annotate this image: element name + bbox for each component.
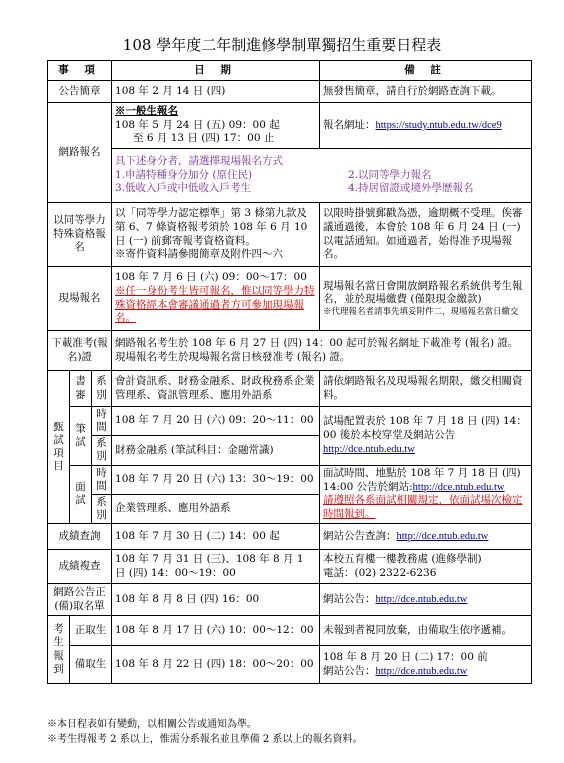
item-label: 成績複查 xyxy=(48,550,112,584)
written-dept: 財務金融系 (筆試科目：金融常識) xyxy=(112,436,320,465)
note-cell: 未報到者視同放棄，由備取生依序遞補。 xyxy=(320,616,532,646)
site-link[interactable]: http://dce.ntub.edu.tw xyxy=(375,665,468,677)
date-warning: ※任一身份考生皆可報名，惟以同等學力特殊資格經本會審議通過者方可參加現場報名。 xyxy=(115,284,315,325)
phone-text: 電話：(02) 2322-6236 xyxy=(323,566,437,579)
footnotes xyxy=(47,718,537,747)
date-cell xyxy=(112,103,320,149)
note-text: 網站公告查詢： xyxy=(323,529,397,542)
dept-label: 系別 xyxy=(92,371,112,407)
row-review xyxy=(48,371,532,407)
site-link[interactable]: http://dce.ntub.edu.tw xyxy=(412,481,505,493)
date-cell: 108 年 8 月 17 日 (六) 10：00～12：00 xyxy=(112,616,320,646)
date-cell: 108 年 8 月 22 日 (四) 18：00～20：00 xyxy=(112,646,320,684)
time-label: 時間 xyxy=(92,407,112,436)
site-link[interactable]: http://dce.ntub.edu.tw xyxy=(323,443,415,455)
note-text: 面試時間、地點於 108 年 7 月 18 日 (四) 14:00 公告於網站: xyxy=(323,466,521,493)
date-note: ※寄件資料請參閱簡章及附件四～六 xyxy=(115,248,284,261)
general-label: ※一般生報名 xyxy=(115,105,179,118)
download-line: 網路報名考生於 108 年 6 月 27 日 (四) 14：00 起可於報名網址下載准考 (報名) 證。 xyxy=(115,336,519,349)
date-cell: 108 年 2 月 14 日 (四) xyxy=(112,81,320,103)
date-text: 以「同等學力認定標準」第 3 條第九款及第 6、7 條資格報考須於 108 年 6 月 10 日 (一) 前郵寄報考資格資料。 xyxy=(115,207,308,247)
row-enroll-regular xyxy=(48,616,532,646)
row-online-special xyxy=(48,149,532,203)
footnote: ※本日程表如有變動，以相關公告或通知為準。 xyxy=(47,719,257,730)
backup-label: 備取生 xyxy=(70,646,112,684)
row-onsite xyxy=(48,267,532,331)
signup-link[interactable]: https://study.ntub.edu.tw/dce9 xyxy=(375,119,502,131)
note-text: 報名網址： xyxy=(323,118,376,131)
row-online xyxy=(48,103,532,149)
note-cell xyxy=(320,267,532,331)
site-link[interactable]: http://dce.ntub.edu.tw xyxy=(396,530,489,542)
note-text: 試場配置表於 108 年 7 月 18 日 (四) 14：00 後於本校穿堂及網站公告 xyxy=(323,415,527,441)
date-cell: 108 年 7 月 30 日 (二) 14：00 起 xyxy=(112,524,320,550)
special-item: 2.以同等學力報名 xyxy=(348,168,432,181)
time-label: 時間 xyxy=(92,465,112,494)
date-cell xyxy=(112,267,320,331)
note-cell xyxy=(320,550,532,584)
interview-warning: 請遵照各系面試相關規定，依面試場次檢定時間報到。 xyxy=(323,494,523,520)
header-date: 日 期 xyxy=(112,61,320,81)
item-label: 網路公告正(備)取名單 xyxy=(48,584,112,616)
note-cell xyxy=(320,524,532,550)
row-download xyxy=(48,331,532,371)
enroll-label: 考生報到 xyxy=(48,616,70,684)
footnote: ※考生得報考 2 系以上，惟需分系報名並且準備 2 系以上的報名資料。 xyxy=(47,733,363,745)
schedule-table xyxy=(47,60,532,684)
row-announce xyxy=(48,81,532,103)
date-text: 108 年 7 月 6 日 (六) 09：00～17：00 xyxy=(115,271,307,284)
note-cell xyxy=(320,584,532,616)
special-item: 1.申請特種身分加分 (原住民) xyxy=(115,168,253,181)
dept-label: 系別 xyxy=(92,494,112,523)
note-cell: 無發售簡章，請自行於網路查詢下載。 xyxy=(320,81,532,103)
exam-label: 甄試項目 xyxy=(48,371,70,524)
page-title: 108 學年度二年制進修學制單獨招生重要日程表 xyxy=(122,36,442,54)
item-label: 公告簡章 xyxy=(48,81,112,103)
header-note: 備 註 xyxy=(320,61,532,81)
row-written-time xyxy=(48,407,532,436)
download-text xyxy=(112,331,532,371)
row-recheck xyxy=(48,550,532,584)
header-item: 事 項 xyxy=(48,61,112,81)
note-text: 網站公告： xyxy=(323,664,376,677)
written-time: 108 年 7 月 20 日 (六) 09：20～11：00 xyxy=(112,407,320,436)
date-cell: 108 年 8 月 8 日 (四) 16：00 xyxy=(112,584,320,616)
note-cell xyxy=(320,103,532,149)
item-label: 網路報名 xyxy=(48,103,112,203)
note-text: 108 年 8 月 20 日 (二) 17：00 前 xyxy=(323,650,488,663)
download-line: 現場報名考生於現場報名當日核發准考 (報名) 證。 xyxy=(115,350,351,363)
written-note xyxy=(320,407,532,466)
item-label: 以同等學力特殊資格報名 xyxy=(48,203,112,267)
special-head: 具下述身分者，請選擇現場報名方式 xyxy=(115,155,284,168)
dept-label: 系別 xyxy=(92,436,112,465)
date-cell xyxy=(112,203,320,267)
note-cell: 以限時掛號郵戳為憑，逾期概不受理。俟審議通過後，本會於 108 年 6 月 24 日 (一) 以電話通知。如通過者，始得准予現場報名。 xyxy=(320,203,532,267)
date-line: 至 6 月 13 日 (四) 17：00 止 xyxy=(133,132,275,145)
row-interview-time xyxy=(48,465,532,494)
header-row xyxy=(48,61,532,81)
date-cell: 108 年 7 月 31 日 (三)、108 年 8 月 1 日 (四) 14：00～19：00 xyxy=(112,550,320,584)
regular-label: 正取生 xyxy=(70,616,112,646)
note-text: 網站公告： xyxy=(323,592,376,605)
site-link[interactable]: http://dce.ntub.edu.tw xyxy=(375,593,468,605)
interview-note xyxy=(320,465,532,524)
date-line: 108 年 5 月 24 日 (五) 09：00 起 xyxy=(115,118,280,131)
special-item: 4.持居留證或境外學歷報名 xyxy=(348,182,474,195)
written-label: 筆試 xyxy=(70,407,92,466)
special-list xyxy=(112,149,532,203)
note-text: 現場報名當日會開放網路報名系統供考生報名，並於現場繳費 (僅限現金繳款) xyxy=(323,279,523,306)
review-note: 請依網路報名及現場報名期限，繳交相關資料。 xyxy=(320,371,532,407)
note-small: ※代理報名者請事先填妥附件二，現場報名當日繳交 xyxy=(323,306,519,317)
review-label: 書審 xyxy=(70,371,92,407)
note-cell xyxy=(320,646,532,684)
interview-dept: 企業管理系、應用外語系 xyxy=(112,494,320,523)
row-score xyxy=(48,524,532,550)
item-label: 成績查詢 xyxy=(48,524,112,550)
row-equiv xyxy=(48,203,532,267)
item-label: 下載准考(報名)證 xyxy=(48,331,112,371)
review-depts: 會計資訊系、財務金融系、財政稅務系企業管理系、資訊管理系、應用外語系 xyxy=(112,371,320,407)
row-enroll-backup xyxy=(48,646,532,684)
item-label: 現場報名 xyxy=(48,267,112,331)
special-item: 3.低收入戶或中低收入戶考生 xyxy=(115,182,252,195)
note-text: 本校五育樓一樓教務處 (進修學制) xyxy=(323,552,482,565)
row-result xyxy=(48,584,532,616)
interview-label: 面試 xyxy=(70,465,92,524)
interview-time: 108 年 7 月 20 日 (六) 13：30～19：00 xyxy=(112,465,320,494)
